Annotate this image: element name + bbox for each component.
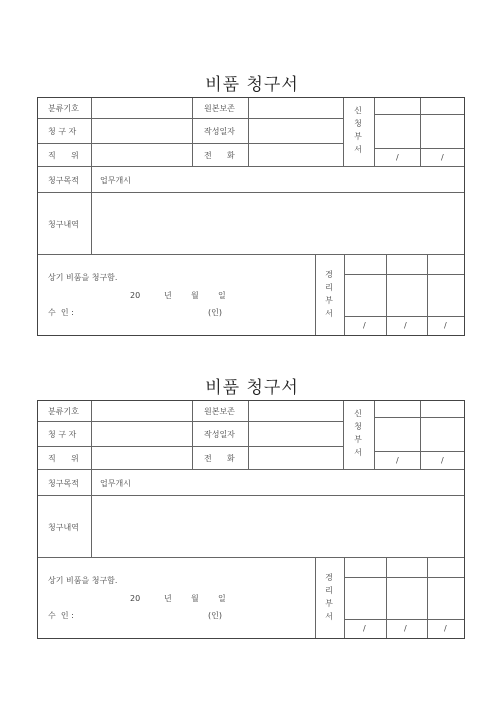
approval-slash: /: [441, 456, 444, 465]
date-day-unit: 일: [218, 291, 226, 300]
label-position: 직 위: [48, 454, 79, 463]
dept-vertical-label: 신 청 부 서: [354, 106, 362, 154]
request-statement: 상기 비품을 청구함.: [48, 273, 118, 282]
label-classification-code: 분류기호: [48, 407, 79, 416]
label-requester: 청 구 자: [48, 127, 77, 136]
label-purpose: 청구목적: [48, 479, 79, 488]
purpose-value: 업무개시: [100, 176, 131, 185]
accounting-slash: /: [363, 321, 366, 330]
recipient-label: 수 인 :: [48, 308, 74, 317]
accounting-slash: /: [363, 624, 366, 633]
label-requester: 청 구 자: [48, 430, 77, 439]
recipient-label: 수 인 :: [48, 611, 74, 620]
date-year-unit: 년: [164, 594, 172, 603]
accounting-slash: /: [444, 321, 447, 330]
accounting-vertical-label: 경 리 부 서: [325, 573, 333, 621]
label-purpose: 청구목적: [48, 176, 79, 185]
label-date-written: 작성일자: [204, 127, 235, 136]
accounting-slash: /: [404, 321, 407, 330]
label-position: 직 위: [48, 151, 79, 160]
approval-slash: /: [396, 456, 399, 465]
date-day-unit: 일: [218, 594, 226, 603]
label-phone: 전 화: [204, 151, 235, 160]
request-statement: 상기 비품을 청구함.: [48, 576, 118, 585]
approval-slash: /: [396, 153, 399, 162]
form-table: [37, 97, 465, 336]
accounting-slash: /: [404, 624, 407, 633]
label-phone: 전 화: [204, 454, 235, 463]
label-original-storage: 원본보존: [204, 104, 235, 113]
form-table: [37, 400, 465, 639]
date-year: 20: [130, 594, 141, 603]
form-title: 비품 청구서: [205, 75, 299, 95]
date-month-unit: 월: [191, 291, 199, 300]
approval-slash: /: [441, 153, 444, 162]
accounting-slash: /: [444, 624, 447, 633]
form-title: 비품 청구서: [205, 378, 299, 398]
date-year: 20: [130, 291, 141, 300]
label-original-storage: 원본보존: [204, 407, 235, 416]
label-details: 청구내역: [48, 220, 79, 229]
seal-mark: (인): [208, 308, 222, 317]
date-year-unit: 년: [164, 291, 172, 300]
label-classification-code: 분류기호: [48, 104, 79, 113]
date-month-unit: 월: [191, 594, 199, 603]
label-details: 청구내역: [48, 523, 79, 532]
label-date-written: 작성일자: [204, 430, 235, 439]
accounting-vertical-label: 경 리 부 서: [325, 270, 333, 318]
purpose-value: 업무개시: [100, 479, 131, 488]
seal-mark: (인): [208, 611, 222, 620]
dept-vertical-label: 신 청 부 서: [354, 409, 362, 457]
